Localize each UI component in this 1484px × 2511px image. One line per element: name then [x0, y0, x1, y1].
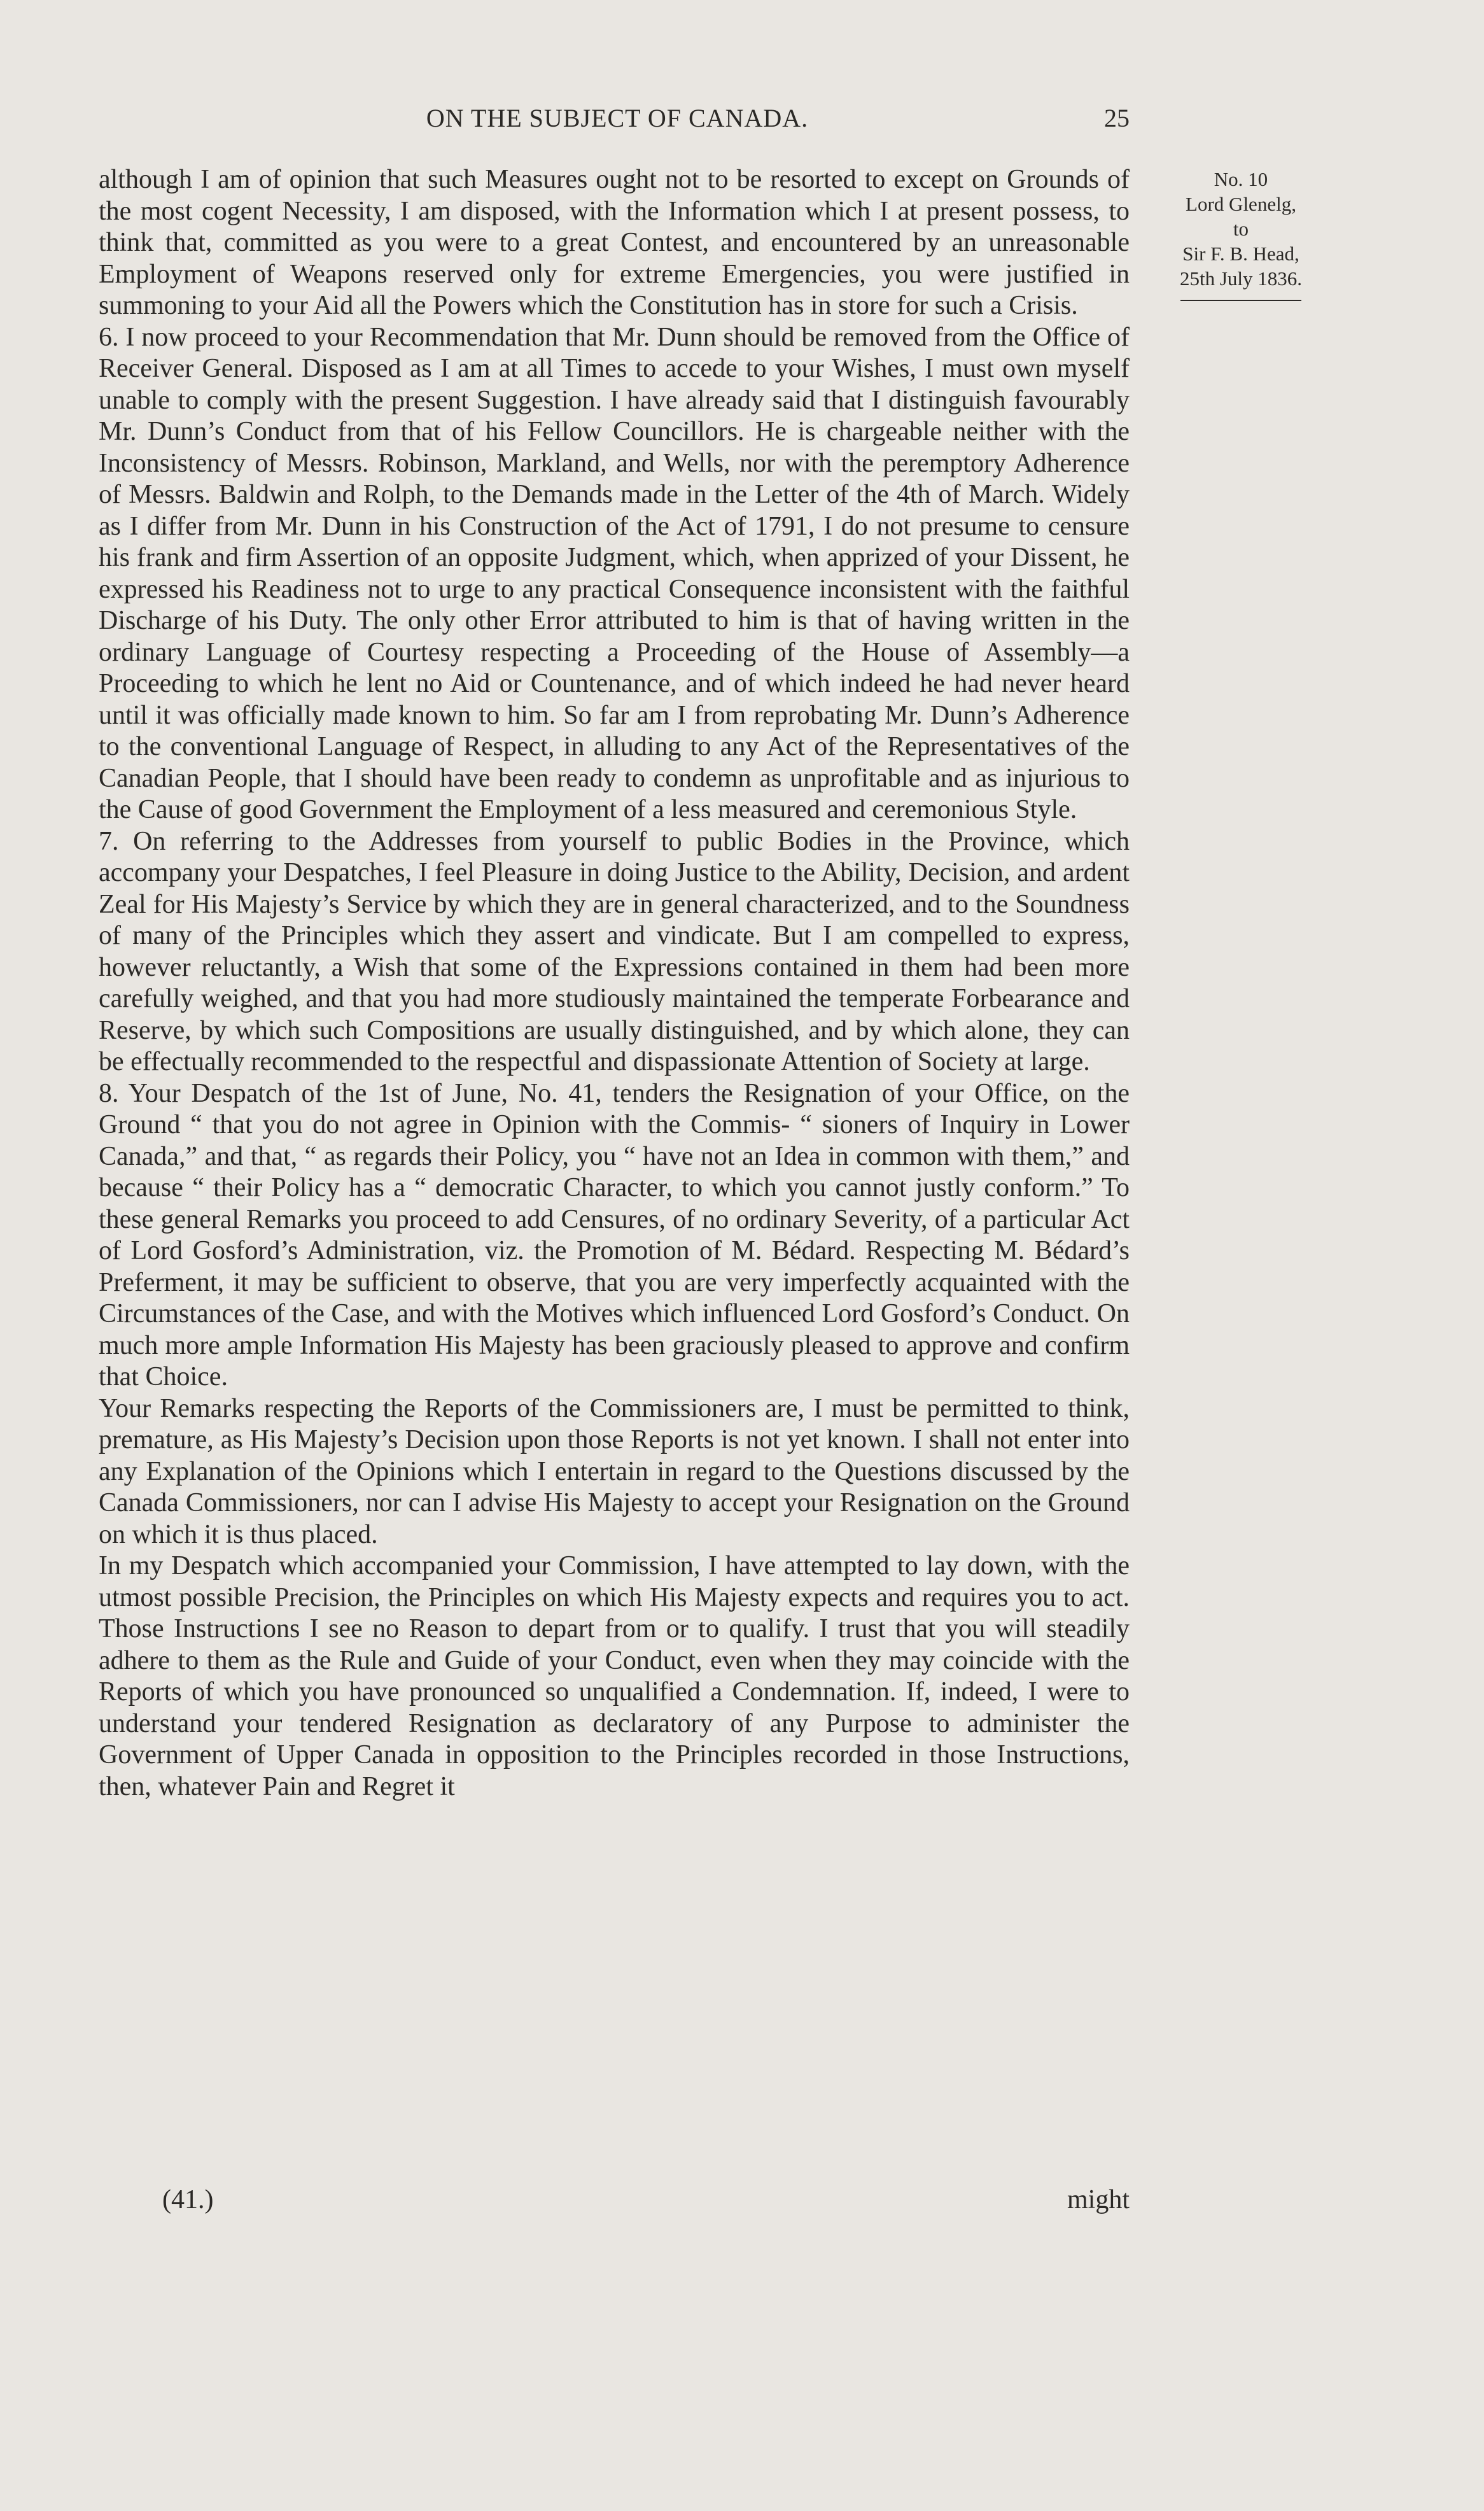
- paragraph-6: 6. I now proceed to your Recommendation that Mr. Dunn should be removed from the Office of Receiver General. Disposed as I am at all Times to accede to your Wishes, I must own myself unable to comply with the present Suggestion. I have already said that I distinguish favourably Mr. Dunn’s Conduct from that of his Fellow Councillors. He is chargeable neither with the Inconsistency of Messrs. Robinson, Markland, and Wells, nor with the peremptory Adherence of Messrs. Baldwin and Rolph, to the Demands made in the Letter of the 4th of March. Widely as I differ from Mr. Dunn in his Construction of the Act of 1791, I do not presume to censure his frank and firm Assertion of an opposite Judgment, which, when apprized of your Dissent, he expressed his Readiness not to urge to any practical Consequence inconsistent with the faithful Discharge of his Duty. The only other Error attributed to him is that of having written in the ordinary Language of Courtesy respecting a Proceeding of the House of Assembly—a Proceeding to which he lent no Aid or Countenance, and of which indeed he had never heard until it was officially made known to him. So far am I from reprobating Mr. Dunn’s Adherence to the conventional Language of Respect, in alluding to any Act of the Representatives of the Canadian People, that I should have been ready to condemn as unprofitable and as injurious to the Cause of good Government the Employment of a less measured and ceremonious Style.: [99, 322, 1130, 824]
- page-number: 25: [1104, 104, 1130, 132]
- paragraph-7: 7. On referring to the Addresses from yourself to public Bodies in the Province, which accompany your Despatches, I feel Pleasure in doing Justice to the Ability, Decision, and ardent Zeal for His Majesty’s Service by which they are in general characterized, and to the Soundness of many of the Principles which they assert and vindicate. But I am compelled to express, however reluctantly, a Wish that some of the Expressions contained in them had been more carefully weighed, and that you had more studiously maintained the temperate Forbearance and Reserve, by which such Compositions are usually distinguished, and by which alone, they can be effectually recommended to the respectful and dispassionate Attention of Society at large.: [99, 826, 1130, 1076]
- paragraph-8: 8. Your Despatch of the 1st of June, No. 41, tenders the Resignation of your Office, on the Ground “ that you do not agree in Opinion with the Commis- “ sioners of Inquiry in Lower Canada,” and that, “ as regards their Policy, you “ have not an Idea in common with them,” and because “ their Policy has a “ democratic Character, to which you cannot justly conform.” To these general Remarks you proceed to add Censures, of no ordinary Severity, of a particular Act of Lord Gosford’s Administration, viz. the Promotion of M. Bédard. Respecting M. Bédard’s Preferment, it may be sufficient to observe, that you are very imperfectly acquainted with the Circumstances of the Case, and with the Motives which influenced Lord Gosford’s Conduct. On much more ample Information His Majesty has been graciously pleased to approve and confirm that Choice.: [99, 1078, 1130, 1391]
- margin-note-number: No. 10: [1214, 168, 1268, 190]
- margin-note: [1145, 167, 1336, 301]
- paragraph-despatch: In my Despatch which accompanied your Commission, I have attempted to lay down, with the utmost possible Precision, the Principles on which His Majesty expects and requires you to act. Those Instructions I see no Reason to depart from or to qualify. I trust that you will steadily adhere to them as the Rule and Guide of your Conduct, even when they may coincide with the Reports of which you have pronounced so unqualified a Condemnation. If, indeed, I were to understand your tendered Resignation as declaratory of any Purpose to administer the Government of Upper Canada in opposition to the Principles recorded in those Instructions, then, whatever Pain and Regret it: [99, 1551, 1130, 1801]
- margin-note-date: 25th July 1836.: [1179, 267, 1303, 290]
- margin-note-rule: [1180, 300, 1301, 301]
- margin-note-to: to: [1233, 218, 1249, 240]
- running-title: ON THE SUBJECT OF CANADA.: [426, 104, 809, 132]
- catchword: might: [1067, 2185, 1130, 2214]
- page-header: [99, 103, 1136, 135]
- paragraph-remarks: Your Remarks respecting the Reports of the Commissioners are, I must be permitted to think, premature, as His Majesty’s Decision upon those Reports is not yet known. I shall not enter into any Explanation of the Opinions which I entertain in regard to the Questions discussed by the Canada Commissioners, nor can I advise His Majesty to accept your Resignation on the Ground on which it is thus placed.: [99, 1393, 1130, 1549]
- signature-mark: (41.): [162, 2185, 214, 2214]
- paragraph-continuation: although I am of opinion that such Measures ought not to be resorted to except on Grounds of the most cogent Necessity, I am disposed, with the Information which I at present possess, to think that, committed as you were to a great Contest, and encountered by an unreasonable Employment of Weapons reserved only for extreme Emergencies, you were justified in summoning to your Aid all the Powers which the Constitution has in store for such a Crisis.: [99, 165, 1130, 320]
- margin-note-sender: Lord Glenelg,: [1186, 193, 1296, 215]
- margin-note-recipient: Sir F. B. Head,: [1182, 243, 1299, 265]
- page-footer: [99, 2184, 1130, 2216]
- body-text: [99, 164, 1130, 1803]
